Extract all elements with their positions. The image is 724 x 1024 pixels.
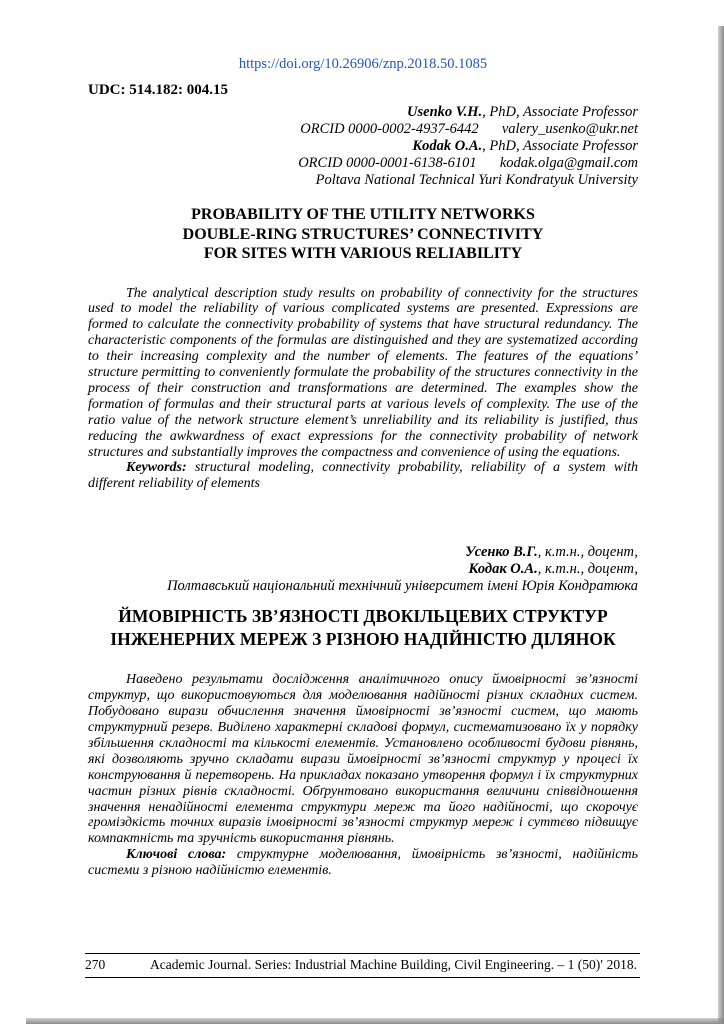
author-en-1-contacts xyxy=(88,121,638,138)
author-email: valery_usenko@ukr.net xyxy=(501,121,638,137)
author-en-2-contacts xyxy=(88,155,638,172)
keywords-en-label: Keywords: xyxy=(126,460,187,476)
page-shadow-bottom xyxy=(26,1018,724,1024)
keywords-en-text: structural modeling, connectivity probability, reliability of a system with different reliability of elements xyxy=(88,460,638,492)
title-en xyxy=(88,205,638,264)
author-orcid: ORCID 0000-0001-6138-6101 xyxy=(298,155,477,171)
title-en-line-2: DOUBLE-RING STRUCTURES’ CONNECTIVITY xyxy=(182,225,544,243)
author-orcid: ORCID 0000-0002-4937-6442 xyxy=(300,121,479,137)
abstract-en: The analytical description study results on probability of connectivity for the structures used to model the reliability of various complicated systems are presented. Expressions are formed to calculate the connectivity probability of systems that have structural redundancy. The characteristic components of the formulas are distinguished and they are systematized according to their increasing complexity and the number of elements. The features of the equations’ structure permitting to conveniently formulate the probability of the structures connectivity in the process of their construction and transformations are determined. The examples show the formation of formulas and their structural parts at various levels of complexity. The use of the ratio value of the network structure element’s unreliability and its reliability is justified, thus reducing the awkwardness of exact expressions for the connectivity probability of network structures and substantially improves the compactness and convenience of using the equations. xyxy=(88,285,638,460)
title-ua-line-2: ІНЖЕНЕРНИХ МЕРЕЖ З РІЗНОЮ НАДІЙНІСТЮ ДІЛЯНОК xyxy=(110,629,616,650)
author-role: , PhD, Associate Professor xyxy=(482,104,638,120)
keywords-ua xyxy=(88,847,638,879)
title-en-line-1: PROBABILITY OF THE UTILITY NETWORKS xyxy=(191,206,535,223)
authors-block-ua xyxy=(88,544,638,595)
author-name: Usenko V.H. xyxy=(407,104,483,120)
author-role: , к.т.н., доцент, xyxy=(537,561,638,578)
journal-title: Academic Journal. Series: Industrial Machine Building, Civil Engineering. – 1 (50)′ 2018. xyxy=(150,957,637,972)
author-en-2 xyxy=(88,138,638,155)
author-ua-2 xyxy=(88,561,638,578)
abstract-ua: Наведено результати дослідження аналітичного опису ймовірності зв’язності структур, що використовуються для моделювання надійності різних складних систем. Побудовано вирази обчислення значення ймовірності зв’язності систем, що мають структурний резерв. Виділено характерні складові формул, систематизовано їх у порядку збільшення складності та кількості елементів. Установлено особливості будови рівнянь, які дозволяють зручно складати вирази ймовірності зв’язності структур у процесі їх конструювання й перетворень. На прикладах показано утворення формул і їх структурних частин різних рівнів складності. Обґрунтовано використання величини співвідношення значення ненадійності елемента структури мереж та його надійності, що скорочує громіздкість точних виразів імовірності зв’язності структур мереж і суттєво підвищує компактність та зручність використання рівнянь. xyxy=(88,672,638,847)
title-en-line-3: FOR SITES WITH VARIOUS RELIABILITY xyxy=(203,245,523,262)
udc-code: UDC: 514.182: 004.15 xyxy=(88,82,228,98)
author-name: Kodak O.A. xyxy=(412,138,483,154)
author-ua-1 xyxy=(88,544,638,561)
affiliation-en: Poltava National Technical Yuri Kondratyuk University xyxy=(315,172,638,188)
author-role: , к.т.н., доцент, xyxy=(537,544,638,561)
section-gap xyxy=(88,492,638,544)
title-ua-line-1: ЙМОВІРНІСТЬ ЗВ’ЯЗНОСТІ ДВОКІЛЬЦЕВИХ СТРУКТУР xyxy=(118,606,608,627)
keywords-ua-text: структурне моделювання, ймовірність зв’язності, надійність системи з різною надійністю елементів. xyxy=(88,847,638,879)
page-number: 270 xyxy=(85,957,106,972)
page-shadow-right xyxy=(718,26,724,1024)
author-email: kodak.olga@gmail.com xyxy=(499,155,638,171)
author-name: Кодак О.А. xyxy=(468,561,538,578)
author-en-1 xyxy=(88,104,638,121)
doi-row xyxy=(88,56,638,73)
title-ua xyxy=(88,605,638,651)
page-footer xyxy=(85,953,640,978)
affiliation-ua: Полтавський національний технічний університет імені Юрія Кондратюка xyxy=(167,578,638,595)
author-role: , PhD, Associate Professor xyxy=(482,138,638,154)
keywords-en xyxy=(88,460,638,492)
author-name: Усенко В.Г. xyxy=(465,544,538,561)
keywords-ua-label: Ключові слова: xyxy=(126,847,227,863)
doi-link[interactable]: https://doi.org/10.26906/znp.2018.50.1085 xyxy=(238,56,488,72)
authors-block-en xyxy=(88,104,638,189)
